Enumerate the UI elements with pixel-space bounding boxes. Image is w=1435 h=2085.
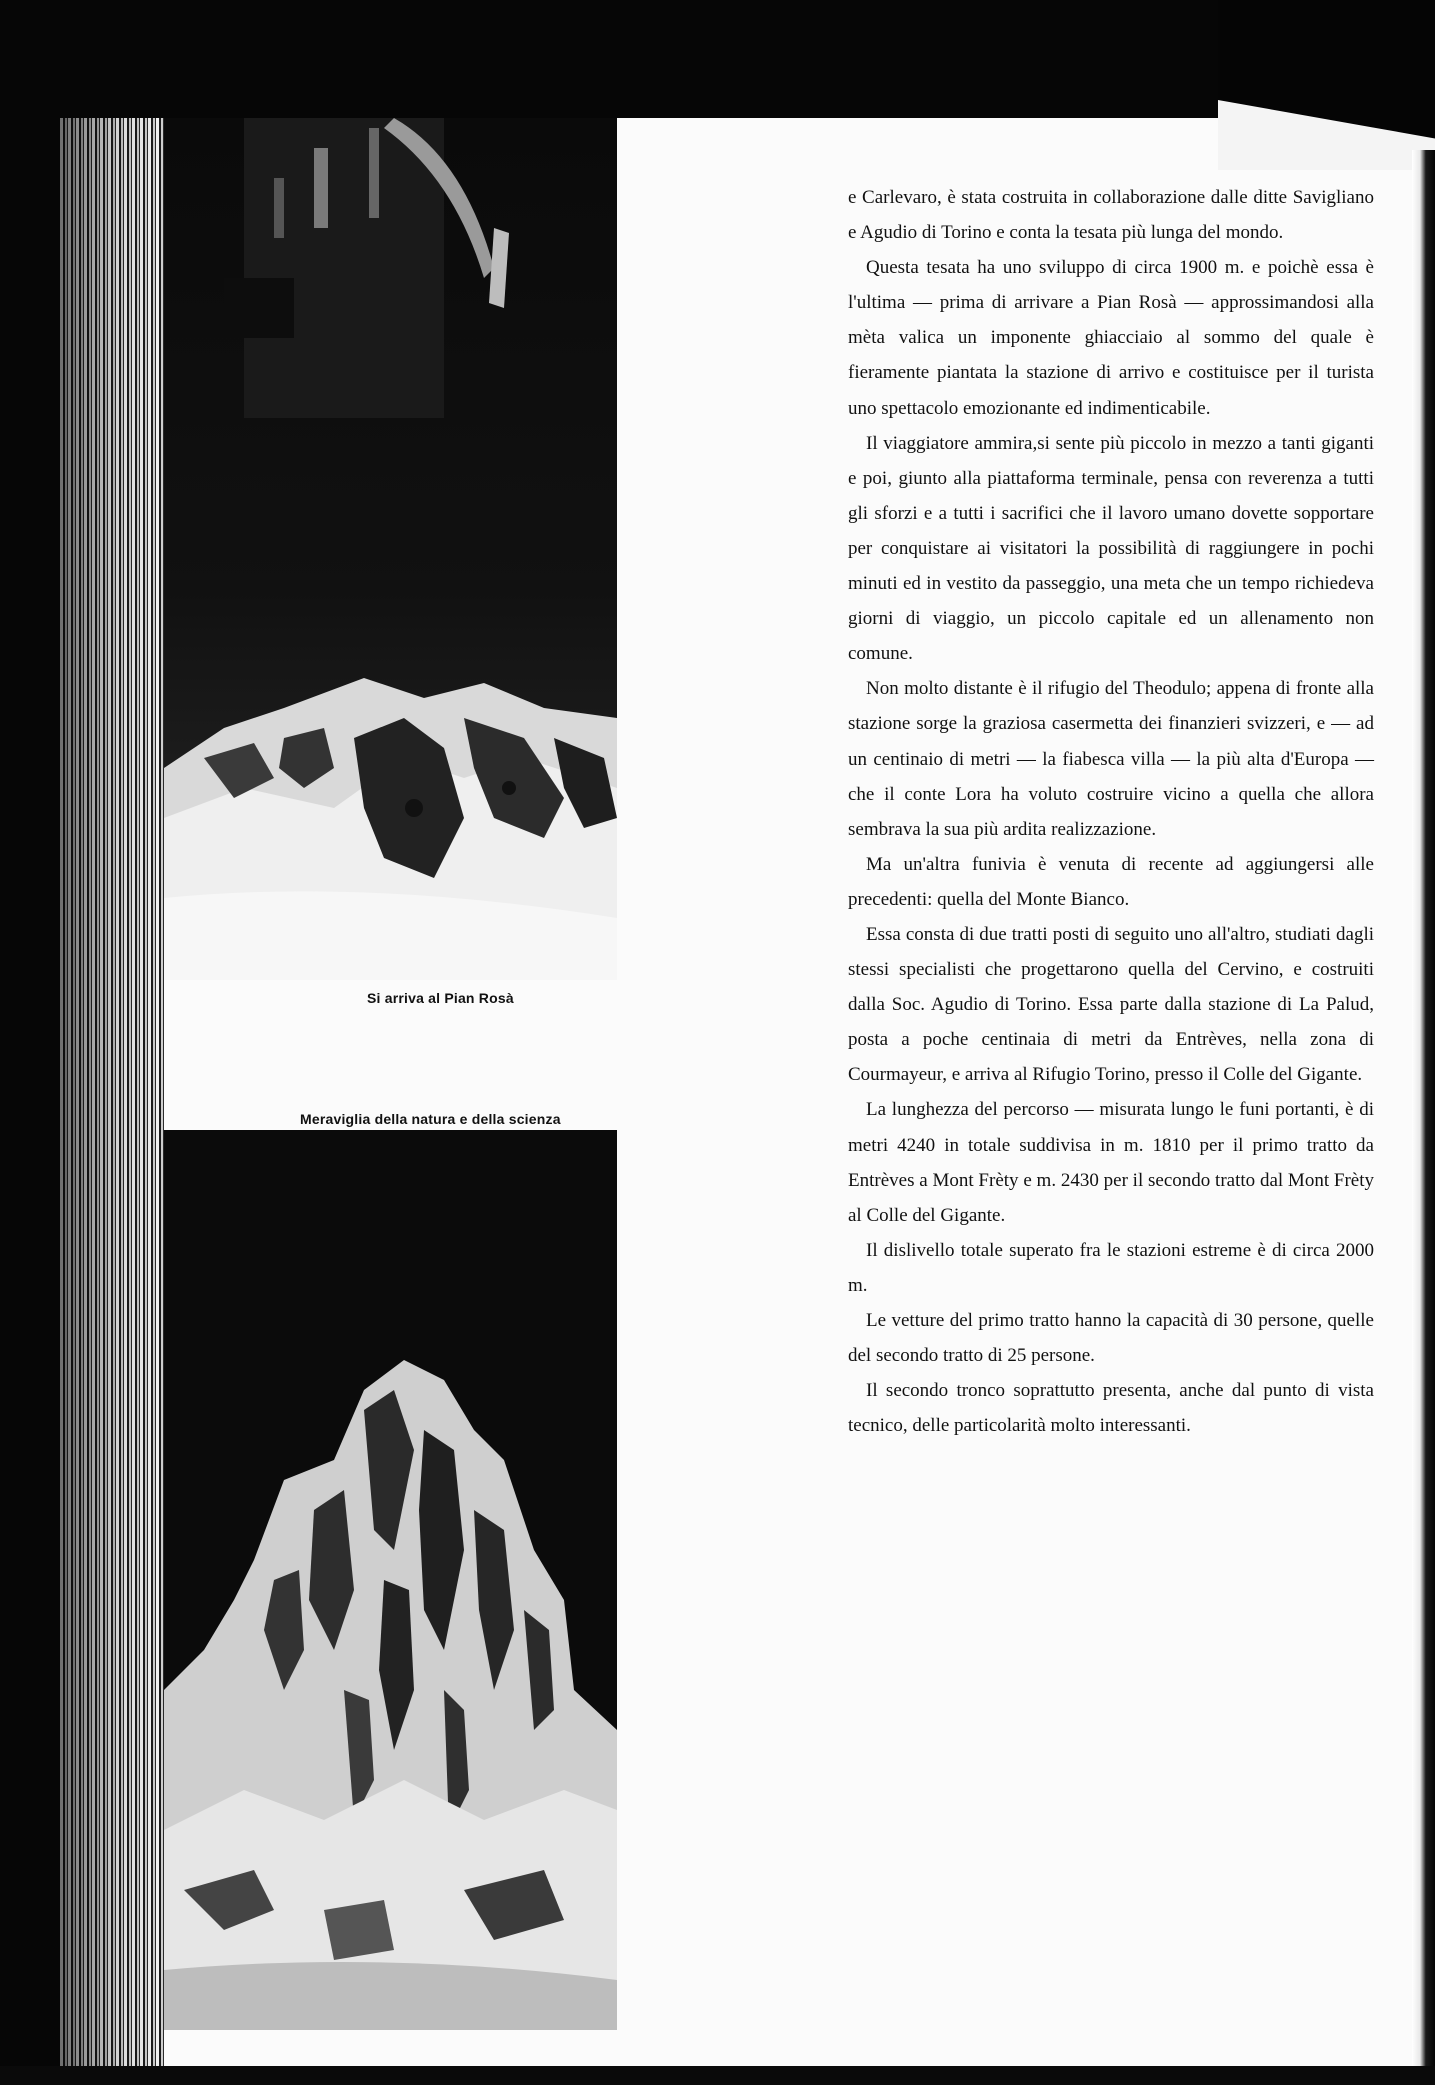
- paragraph-3: Il viaggiatore ammira,si sente più piccolo in mezzo a tanti giganti e poi, giunto alla piattaforma terminale, pensa con reverenza a tutti gli sforzi e a tutti i sacrifici che il lavoro umano dovette sopportare per conquistare ai visitatori la possibilità di raggiungere in pochi minuti ed in vestito da passeggio, una meta che un tempo richiedeva giorni di viaggio, un piccolo capitale ed un allenamento non comune.: [848, 432, 1374, 665]
- paragraph-8: Il dislivello totale superato fra le stazioni estreme è di circa 2000 m.: [848, 1239, 1374, 1296]
- caption-bottom-photo: Meraviglia della natura e della scienza: [300, 1111, 561, 1127]
- paragraph-5: Ma un'altra funivia è venuta di recente ad aggiungersi alle precedenti: quella del Monte Bianco.: [848, 853, 1374, 910]
- paragraph-2: Questa tesata ha uno sviluppo di circa 1900 m. e poichè essa è l'ultima — prima di arrivare a Pian Rosà — approssimandosi alla mèta valica un imponente ghiacciaio al sommo del quale è fieramente piantata la stazione di arrivo e costituisce per il turista uno spettacolo emozionante ed indimenticabile.: [848, 257, 1374, 419]
- paragraph-1: e Carlevaro, è stata costruita in collaborazione dalle ditte Savigliano e Agudio di Torino e conta la tesata più lunga del mondo.: [848, 187, 1374, 244]
- photo-mountain-peak: [164, 1130, 617, 2030]
- paragraph-4: Non molto distante è il rifugio del Theodulo; appena di fronte alla stazione sorge la graziosa casermetta dei finanzieri svizzeri, e — ad un centinaio di metri — la fiabesca villa — la più alta d'Europa — che il conte Lora ha voluto costruire vicino a quella che allora sembrava la sua più ardita realizzazione.: [848, 678, 1374, 840]
- paragraph-9: Le vetture del primo tratto hanno la capacità di 30 persone, quelle del secondo tratto di 25 persone.: [848, 1310, 1374, 1367]
- paragraph-6: Essa consta di due tratti posti di seguito uno all'altro, studiati dagli stessi specialisti che progettarono quella del Cervino, e costruiti dalla Soc. Agudio di Torino. Essa parte dalla stazione di La Palud, posta a poche centinaia di metri da Entrèves, nella zona di Courmayeur, e arriva al Rifugio Torino, presso il Colle del Gigante.: [848, 923, 1374, 1086]
- caption-top-photo: Si arriva al Pian Rosà: [367, 990, 514, 1006]
- scan-right-edge: [1412, 150, 1435, 2085]
- paragraph-7: La lunghezza del percorso — misurata lungo le funi portanti, è di metri 4240 in totale suddivisa in m. 1810 per il primo tratto da Entrèves a Mont Frèty e m. 2430 per il secondo tratto dal Mont Frèty al Colle del Gigante.: [848, 1099, 1374, 1226]
- photo-pian-rosa: [164, 118, 617, 980]
- scan-bottom-border: [0, 2066, 1435, 2085]
- scan-left-border: [0, 0, 60, 2085]
- paragraph-10: Il secondo tronco soprattutto presenta, anche dal punto di vista tecnico, delle particolarità molto interessanti.: [848, 1380, 1374, 1437]
- page-edges-shadow: [60, 118, 164, 2085]
- article-text: [848, 180, 1374, 1443]
